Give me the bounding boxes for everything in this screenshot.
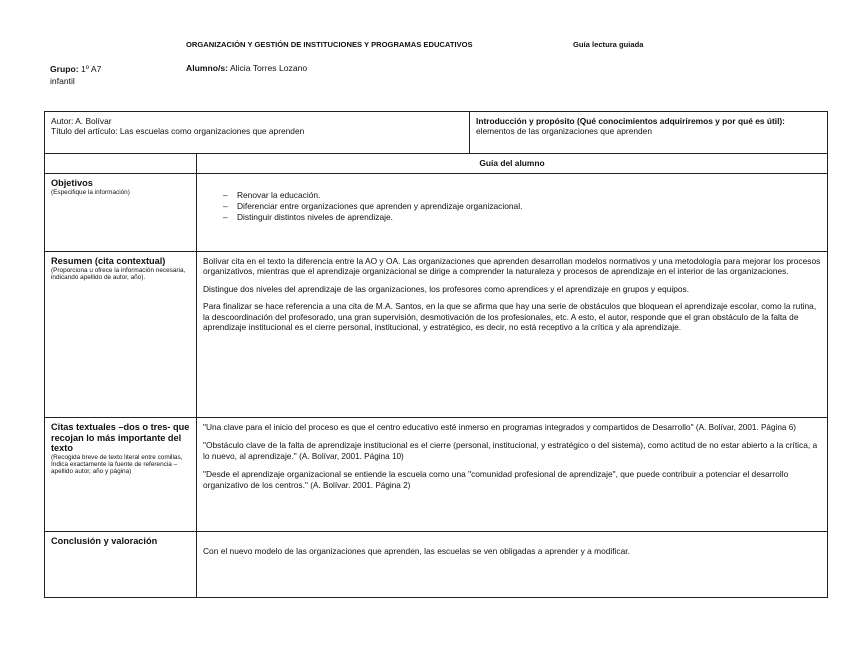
group-extra: infantil [50, 76, 75, 86]
author-cell [45, 112, 470, 154]
resumen-title: Resumen (cita contextual) [51, 256, 166, 266]
list-item: – Diferenciar entre organizaciones que aprenden y aprendizaje organizacional. [223, 201, 821, 212]
conclusion-text: Con el nuevo modelo de las organizaciones que aprenden, las escuelas se ven obligadas a aprender y a modificar. [203, 546, 630, 556]
group-value: 1º A7 [81, 64, 102, 74]
guide-header: Guía del alumno [197, 154, 828, 174]
quote-text: "Desde el aprendizaje organizacional se entiende la escuela como una "comunidad profesional de aprendizaje", que puede contribuir a potenciar el desarrollo organizativo de los centros." [203, 469, 789, 490]
quote-text: "Obstáculo clave de la falta de aprendizaje institucional es el cierre (personal, institucional, y estratégico o del sistema), como actitud de no estar abierto a la crítica, a lo nuevo, al aprendizaje." [203, 440, 818, 461]
conclusion-title: Conclusión y valoración [51, 536, 158, 546]
citas-title: Citas textuales –dos o tres- que recojan lo más importante del texto [51, 422, 190, 453]
citas-content [197, 418, 828, 532]
course-title: ORGANIZACIÓN Y GESTIÓN DE INSTITUCIONES Y PROGRAMAS EDUCATIVOS [186, 40, 473, 49]
quote-item [203, 422, 821, 433]
student-field [186, 63, 307, 73]
objetivos-sub: (Especifique la información) [51, 188, 130, 196]
list-item: – Distinguir distintos niveles de aprendizaje. [223, 212, 821, 223]
resumen-content [197, 252, 828, 418]
guide-title: Guía lectura guiada [573, 40, 644, 49]
resumen-row [45, 252, 828, 418]
objetivos-label [45, 174, 197, 252]
group-label: Grupo: [50, 64, 79, 74]
group-field [50, 63, 101, 87]
intro-cell [470, 112, 828, 154]
quote-ref: (A. Bolívar. 2001. Página 2) [310, 480, 411, 490]
resumen-sub: (Proporciona u ofrece la información necesaria, indicando apellido de autor, año). [51, 266, 186, 281]
guide-header-row [45, 154, 828, 174]
citas-row [45, 418, 828, 532]
quote-ref: (A. Bolívar, 2001. Página 6) [695, 423, 797, 432]
objetivos-title: Objetivos [51, 178, 93, 188]
author-text: Autor: A. Bolívar [51, 116, 112, 126]
citas-sub: (Recogida breve de texto literal entre comillas, Indica exactamente la fuente de referencia –apellido autor, año y página) [51, 453, 183, 476]
quote-text: "Una clave para el inicio del proceso es que el centro educativo esté inmerso en programas integrados y compartidos de Desarrollo" [203, 422, 694, 432]
student-label: Alumno/s: [186, 63, 229, 73]
conclusion-row [45, 532, 828, 598]
conclusion-content [197, 532, 828, 598]
objetivos-content [197, 174, 828, 252]
reading-guide-table [44, 111, 828, 598]
conclusion-label [45, 532, 197, 598]
resumen-label [45, 252, 197, 418]
intro-label: Introducción y propósito (Qué conocimientos adquiriremos y por qué es útil): [476, 116, 785, 126]
info-row [45, 112, 828, 154]
quote-item [203, 469, 821, 491]
quote-item [203, 440, 821, 462]
empty-cell [45, 154, 197, 174]
list-item: – Renovar la educación. [223, 190, 821, 201]
quote-ref: (A. Bolívar, 2001. Página 10) [299, 451, 404, 461]
intro-value: elementos de las organizaciones que aprenden [476, 126, 652, 137]
objetivos-list [203, 190, 821, 223]
resumen-paragraph: Bolívar cita en el texto la diferencia entre la AO y OA. Las organizaciones que aprenden desarrollan modelos normativos y una metodología para mejorar los procesos organizativos, mientras que el aprendizaje organizacional se dirige a comprender la naturaleza y procesos de aprendizaje en el interior de las organizaciones. [203, 256, 821, 277]
student-value: Alicia Torres Lozano [229, 63, 308, 73]
citas-label [45, 418, 197, 532]
resumen-paragraph: Distingue dos niveles del aprendizaje de las organizaciones, los profesores como aprendices y el aprendizaje en grupos y equipos. [203, 283, 690, 294]
article-title: Título del artículo: Las escuelas como organizaciones que aprenden [51, 126, 305, 137]
objetivos-row [45, 174, 828, 252]
resumen-paragraph: Para finalizar se hace referencia a una cita de M.A. Santos, en la que se afirma que hay una serie de obstáculos que bloquean el aprendizaje escolar, como la rutina, la descoordinación del profesorado, una gran supervisión, desmotivación de los profesionales, etc. A esto, el autor, responde que el gran obstáculo de la falta de aprendizaje institucional es el cierre personal, institucional, y estratégico, es decir, no está receptivo a la crítica y ala aprendizaje. [203, 301, 817, 333]
